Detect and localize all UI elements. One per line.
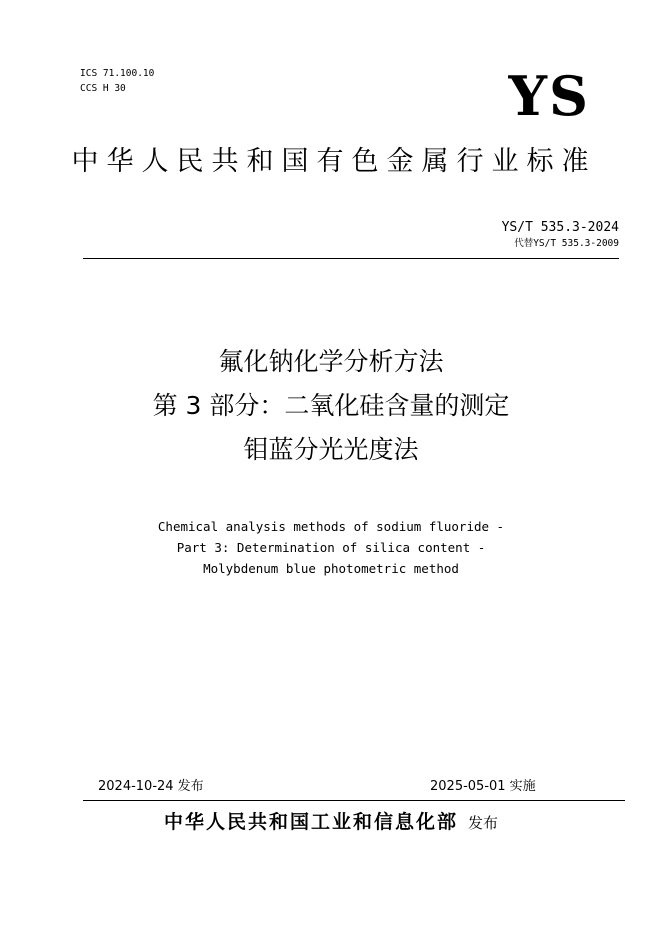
english-title-line-2: Part 3: Determination of silica content - [176, 540, 486, 555]
ys-logo: YS [508, 64, 590, 128]
chinese-title-line-3: 钼蓝分光光度法 [243, 435, 419, 464]
top-divider [83, 258, 619, 259]
issuer-name: 中华人民共和国工业和信息化部 [163, 811, 458, 833]
chinese-title-line-1: 氟化钠化学分析方法 [218, 347, 444, 376]
standard-category-title: 中华人民共和国有色金属行业标准 [71, 146, 597, 177]
ics-code: ICS 71.100.10 [80, 68, 155, 79]
standard-number-block [502, 219, 619, 251]
replaces-standard: 代替YS/T 535.3-2009 [514, 238, 619, 249]
english-title-line-3: Molybdenum blue photometric method [203, 561, 459, 576]
english-title-line-1: Chemical analysis methods of sodium fluoride - [157, 519, 505, 534]
issuer-action: 发布 [468, 814, 499, 832]
chinese-title-line-2: 第 3 部分：二氧化硅含量的测定 [152, 391, 510, 420]
implementation-date: 2025-05-01 实施 [430, 779, 536, 794]
standard-number: YS/T 535.3-2024 [501, 220, 619, 235]
english-title [0, 516, 662, 579]
chinese-title [0, 340, 662, 472]
bottom-divider [83, 800, 625, 801]
ccs-code: CCS H 30 [80, 83, 126, 94]
publish-date: 2024-10-24 发布 [98, 779, 204, 794]
issuing-authority [0, 808, 662, 837]
classification-codes [80, 66, 154, 96]
